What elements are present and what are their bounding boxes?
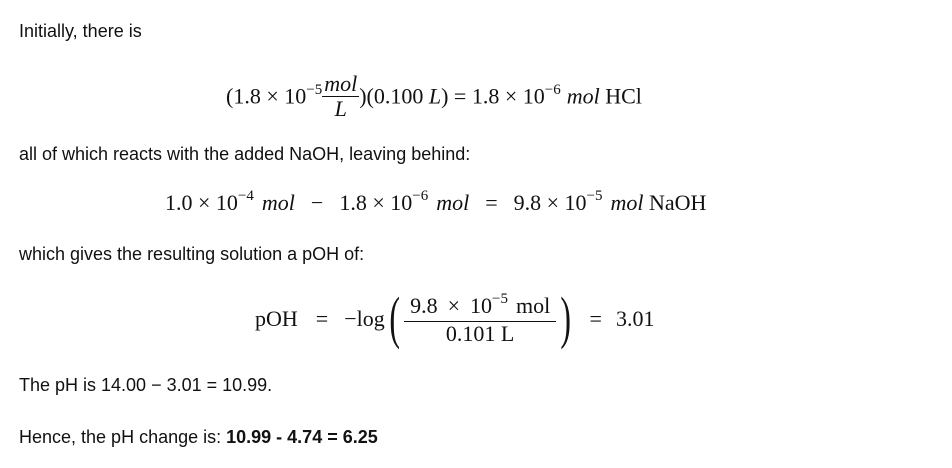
- eq1-mol-unit: mol: [566, 83, 600, 109]
- eq1-exponent-1: −5: [306, 81, 323, 98]
- eq1-fraction: [322, 72, 359, 121]
- equation-poh: [255, 284, 655, 350]
- hence-value: 10.99 - 4.74 = 6.25: [226, 427, 378, 447]
- eq1-mid: )(0.100: [359, 83, 429, 109]
- eq3-numerator: [404, 290, 556, 322]
- eq2-term-b: 1.8 × 10: [339, 190, 413, 215]
- ph-line-text: The pH is 14.00 − 3.01 = 10.99.: [19, 375, 273, 395]
- reacts-text: all of which reacts with the added NaOH, leaving behind:: [19, 144, 471, 164]
- eq3-fraction: [404, 290, 556, 346]
- eq3-num-times: ×: [447, 292, 460, 318]
- eq2-term-b-exponent: −6: [412, 188, 429, 204]
- eq1-open: (1.8 × 10: [226, 83, 307, 109]
- equation-remaining-naoh: [165, 190, 706, 219]
- eq1-species: HCl: [599, 83, 642, 109]
- eq2-term-c: 9.8 × 10: [513, 190, 587, 215]
- eq2-term-a-unit: mol: [261, 190, 295, 215]
- eq2-term-c-unit: mol: [610, 190, 644, 215]
- eq1-equals: ) = 1.8 × 10: [441, 83, 545, 109]
- hence-prefix: Hence, the pH change is:: [19, 427, 227, 447]
- hence-line: [19, 426, 378, 448]
- eq1-fraction-numerator: mol: [324, 71, 358, 96]
- gives-text: which gives the resulting solution a pOH of:: [19, 244, 365, 264]
- eq3-lhs: pOH: [255, 306, 298, 331]
- eq2-term-a-exponent: −4: [237, 188, 254, 204]
- eq3-equals: =: [315, 306, 329, 331]
- equation-initial-moles: [226, 71, 642, 123]
- eq3-num-coefficient: 9.8: [410, 292, 438, 318]
- eq3-right-paren: ): [560, 284, 572, 350]
- eq2-minus: −: [310, 190, 324, 215]
- eq2-species: NaOH: [643, 190, 707, 215]
- eq3-num-base: 10: [469, 292, 492, 318]
- eq3-denominator: 0.101 L: [445, 320, 515, 346]
- eq3-log: −log: [344, 306, 385, 331]
- eq3-result: 3.01: [615, 306, 655, 331]
- eq1-exponent-2: −6: [544, 81, 561, 98]
- eq2-term-b-unit: mol: [436, 190, 470, 215]
- eq3-equals-2: =: [589, 306, 602, 331]
- eq1-liter-unit: L: [428, 83, 442, 109]
- eq2-term-c-exponent: −5: [586, 188, 603, 204]
- eq2-equals: =: [485, 190, 498, 215]
- eq1-fraction-denominator: L: [334, 96, 347, 121]
- eq3-num-exponent: −5: [491, 290, 508, 307]
- intro-text: Initially, there is: [19, 21, 142, 41]
- eq3-num-unit: mol: [515, 292, 551, 318]
- eq2-term-a: 1.0 × 10: [165, 190, 238, 215]
- eq3-left-paren: (: [389, 284, 400, 350]
